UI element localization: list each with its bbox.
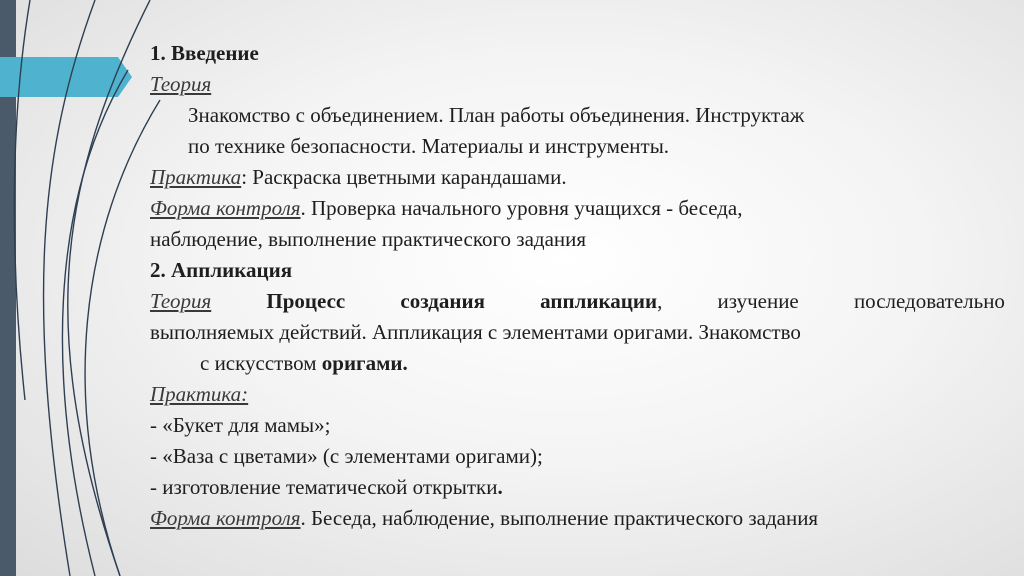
section1-control-label: Форма контроля xyxy=(150,196,301,220)
section2-practice-label: Практика: xyxy=(150,382,249,406)
section1-practice-label: Практика xyxy=(150,165,242,189)
slide-content xyxy=(150,38,1005,534)
accent-bar xyxy=(0,0,16,576)
section2-theory-label: Теория xyxy=(150,289,212,313)
theory-word-process: Процесс xyxy=(266,289,346,313)
practice-item-3: - изготовление тематической открытки xyxy=(150,475,498,499)
theory-word-creation: создания xyxy=(400,289,485,313)
section1-theory-line1: Знакомство с объединением. План работы объединения. Инструктаж xyxy=(188,103,805,127)
practice-item-2: - «Ваза с цветами» (с элементами оригами); xyxy=(150,444,543,468)
section1-control-text2: наблюдение, выполнение практического задания xyxy=(150,227,587,251)
section2-theory-line2: выполняемых действий. Аппликация с элементами оригами. Знакомство xyxy=(150,320,801,344)
practice-item-1: - «Букет для мамы»; xyxy=(150,413,331,437)
section1-practice-text: : Раскраска цветными карандашами. xyxy=(241,165,567,189)
theory-word-comma: , xyxy=(657,289,663,313)
theory-word-study: изучение xyxy=(717,289,799,313)
decorative-curves xyxy=(14,0,160,576)
section2-theory-line3-prefix: с искусством xyxy=(200,351,322,375)
section1-control-text1: . Проверка начального уровня учащихся - беседа, xyxy=(300,196,743,220)
section2-theory-line3-bold: оригами. xyxy=(321,351,408,375)
theory-word-applique: аппликации xyxy=(540,289,658,313)
section1-theory-line2: по технике безопасности. Материалы и инструменты. xyxy=(188,134,670,158)
section2-control-text: . Беседа, наблюдение, выполнение практического задания xyxy=(300,506,819,530)
section2-control-label: Форма контроля xyxy=(150,506,301,530)
theory-word-sequential: последовательно xyxy=(853,289,1005,313)
section1-heading: 1. Введение xyxy=(150,41,259,65)
practice-item-3-period: . xyxy=(497,475,503,499)
arrow-marker xyxy=(0,57,132,97)
section2-heading: 2. Аппликация xyxy=(150,258,293,282)
section1-theory-label: Теория xyxy=(150,72,212,96)
section2-theory-line1 xyxy=(150,286,1005,317)
